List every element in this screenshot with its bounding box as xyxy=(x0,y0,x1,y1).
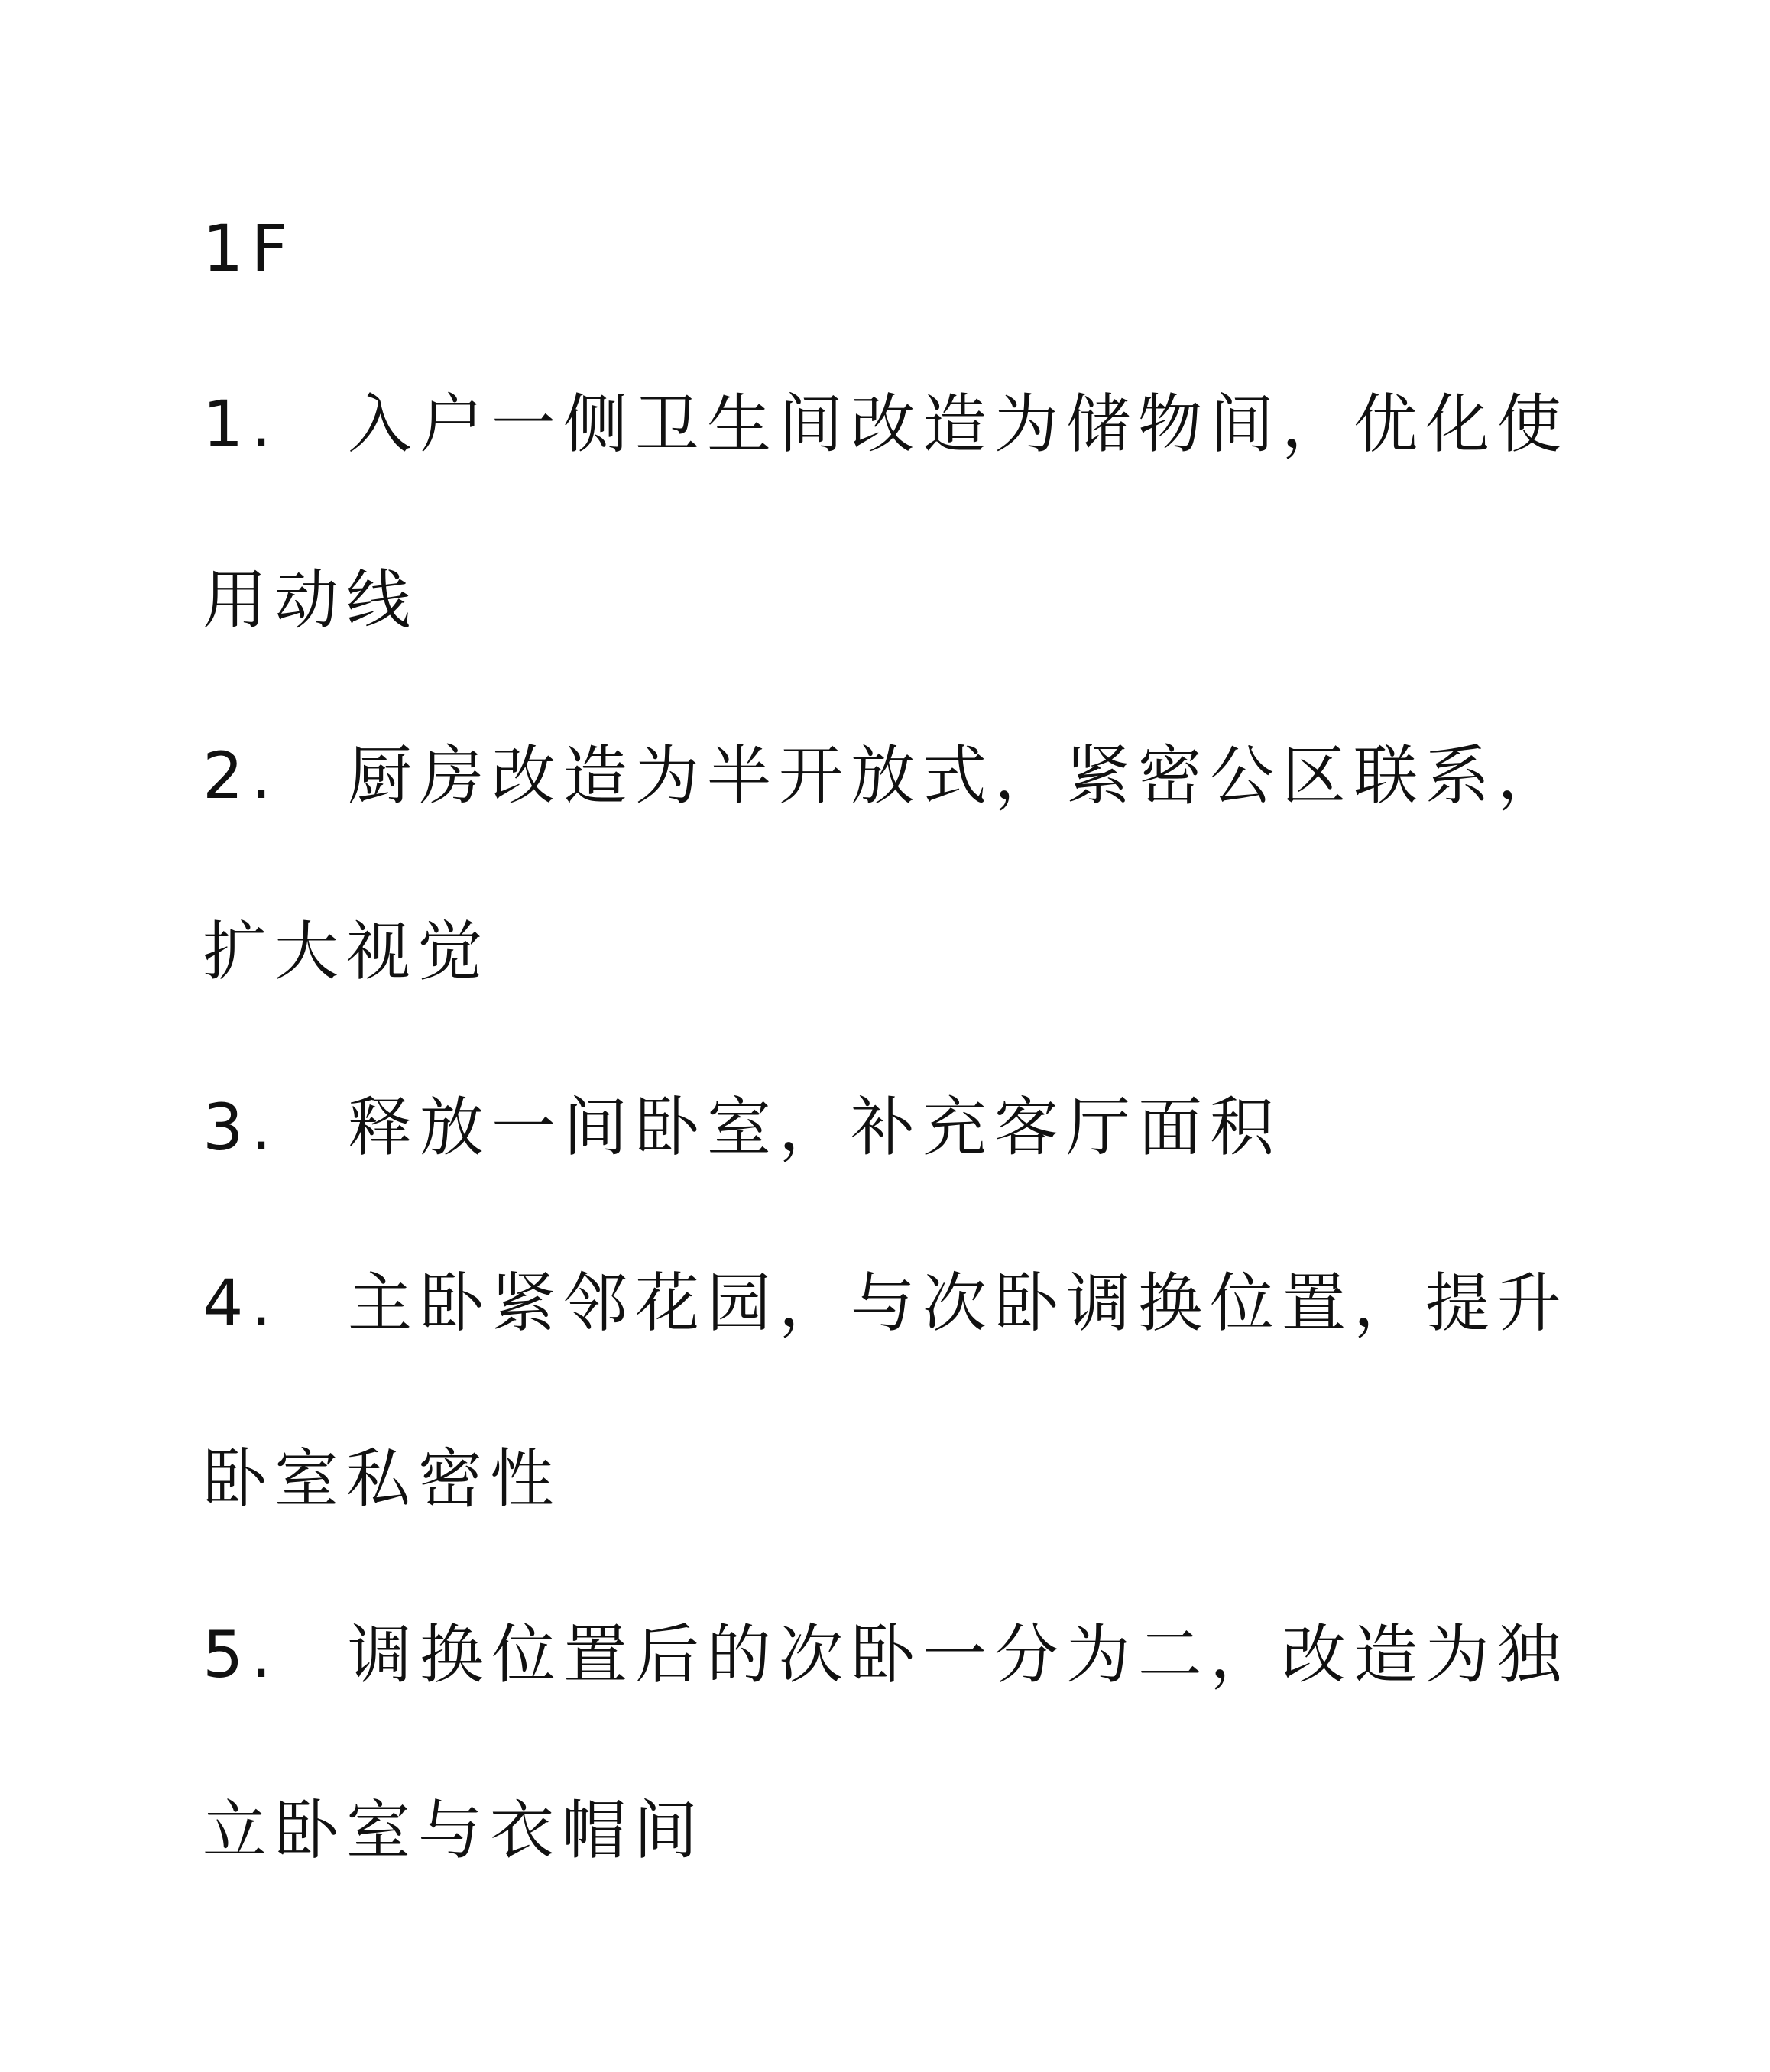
list-item-3-line-1 xyxy=(203,1089,1282,1166)
list-item-2-line-2: 扩大视觉 xyxy=(203,914,491,989)
list-item-number: 4. xyxy=(203,1266,280,1341)
list-item-number: 1. xyxy=(203,387,280,462)
list-item-number: 2. xyxy=(203,738,280,813)
list-item-text: 厨房改造为半开放式，紧密公区联系， xyxy=(348,738,1570,813)
list-item-text: 入户一侧卫生间改造为储物间，优化使 xyxy=(348,387,1570,462)
list-item-text: 调换位置后的次卧一分为二，改造为独 xyxy=(348,1617,1570,1692)
list-item-5-line-1 xyxy=(203,1616,1569,1693)
list-item-2-line-1 xyxy=(203,738,1569,814)
list-item-number: 3. xyxy=(203,1090,280,1165)
list-item-1-line-2: 用动线 xyxy=(203,563,419,637)
heading-floor: 1F xyxy=(203,211,296,286)
list-item-1-line-1 xyxy=(203,386,1569,462)
list-item-4-line-1 xyxy=(203,1265,1569,1341)
list-item-5-line-2: 立卧室与衣帽间 xyxy=(203,1793,706,1868)
list-item-text: 主卧紧邻花园，与次卧调换位置，提升 xyxy=(348,1266,1570,1341)
list-item-number: 5. xyxy=(203,1617,280,1692)
list-item-4-line-2: 卧室私密性 xyxy=(203,1441,562,1516)
list-item-text: 释放一间卧室，补充客厅面积 xyxy=(348,1090,1282,1165)
